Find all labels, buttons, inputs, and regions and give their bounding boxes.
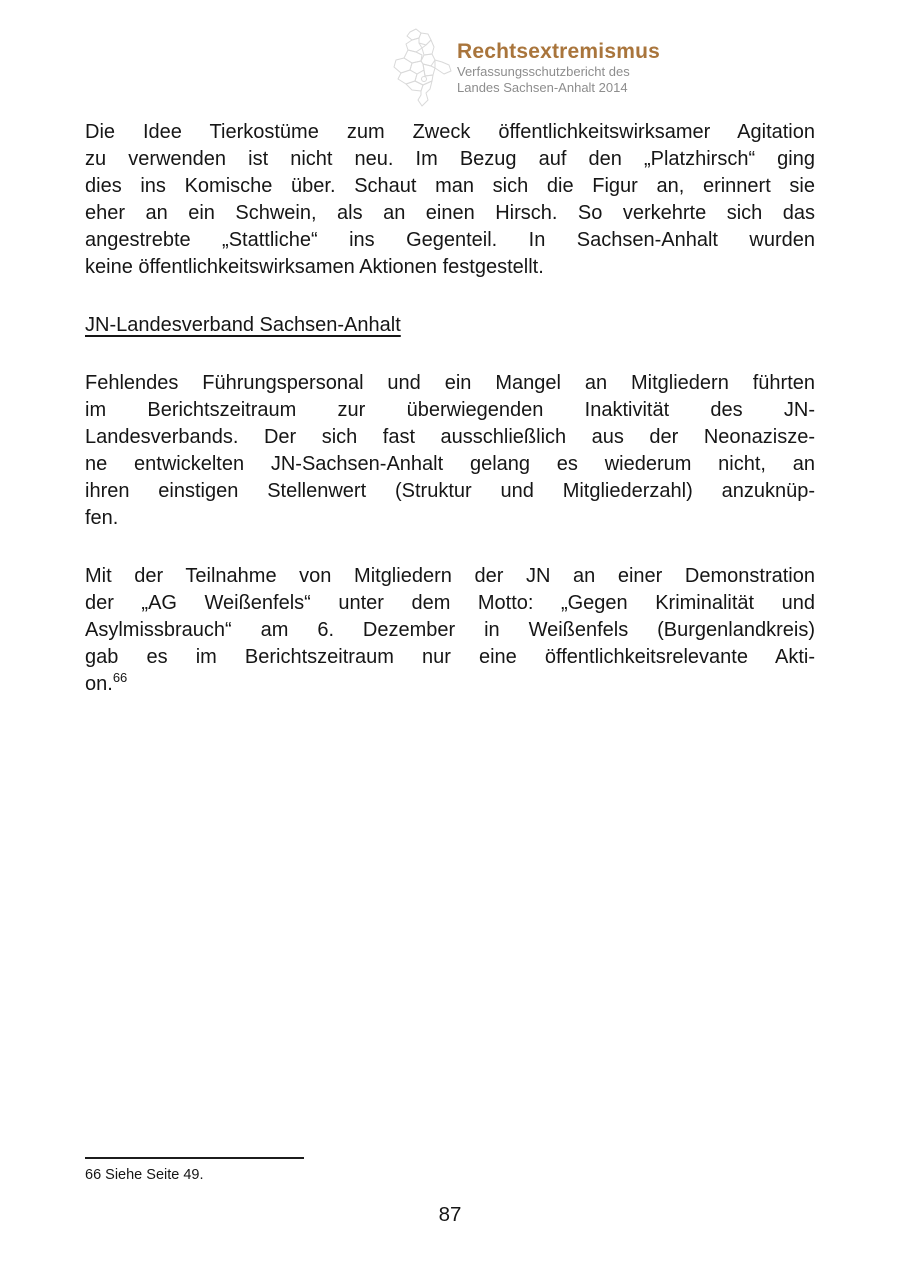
footnote-text: 66 Siehe Seite 49. [85, 1167, 204, 1183]
text-line: gab es im Berichtszeitraum nur eine öffentlichkeitsrelevante Akti- [85, 646, 815, 668]
paragraph-demonstration [85, 563, 815, 698]
header-subtitle-line2: Landes Sachsen-Anhalt 2014 [457, 80, 628, 95]
footnote-separator-rule [85, 1157, 304, 1159]
section-heading-text: JN-Landesverband Sachsen-Anhalt [85, 314, 401, 336]
text-line: zu verwenden ist nicht neu. Im Bezug auf den „Platzhirsch“ ging [85, 148, 815, 170]
page-body [85, 119, 815, 729]
text-line: im Berichtszeitraum zur überwiegenden Inaktivität des JN- [85, 399, 815, 421]
text-line: der „AG Weißenfels“ unter dem Motto: „Gegen Kriminalität und [85, 592, 815, 614]
text-line: ihren einstigen Stellenwert (Struktur und Mitgliederzahl) anzuknüp- [85, 480, 815, 502]
text-line: ne entwickelten JN-Sachsen-Anhalt gelang es wiederum nicht, an [85, 453, 815, 475]
text-line: eher an ein Schwein, als an einen Hirsch. So verkehrte sich das [85, 202, 815, 224]
text-line: angestrebte „Stattliche“ ins Gegenteil. In Sachsen-Anhalt wurden [85, 229, 815, 251]
text-line: Die Idee Tierkostüme zum Zweck öffentlichkeitswirksamer Agitation [85, 121, 815, 143]
header-title: Rechtsextremismus [457, 40, 660, 63]
text-line: Mit der Teilnahme von Mitgliedern der JN an einer Demonstration [85, 565, 815, 587]
page-number: 87 [438, 1203, 462, 1226]
footnote-area [85, 1157, 304, 1184]
section-heading-jn-landesverband [85, 312, 815, 339]
text-line: dies ins Komische über. Schaut man sich die Figur an, erinnert sie [85, 175, 815, 197]
text-line [85, 671, 815, 698]
page-header [388, 27, 660, 113]
header-text-block [457, 27, 660, 96]
text-line: fen. [85, 507, 119, 529]
text-line: Fehlendes Führungspersonal und ein Mangel an Mitgliedern führten [85, 372, 815, 394]
text-line: Asylmissbrauch“ am 6. Dezember in Weißenfels (Burgenlandkreis) [85, 619, 815, 641]
sachsen-anhalt-map-icon [388, 27, 454, 113]
text-line: keine öffentlichkeitswirksamen Aktionen festgestellt. [85, 256, 544, 278]
footnote-reference: 66 [112, 670, 128, 685]
text-line: Landesverbands. Der sich fast ausschließlich aus der Neonazisze- [85, 426, 815, 448]
paragraph-jn-inaktivitaet [85, 370, 815, 532]
paragraph-tierkostueme [85, 119, 815, 281]
header-subtitle-line1: Verfassungsschutzbericht des [457, 64, 630, 79]
text-line-end: on. [85, 673, 113, 695]
